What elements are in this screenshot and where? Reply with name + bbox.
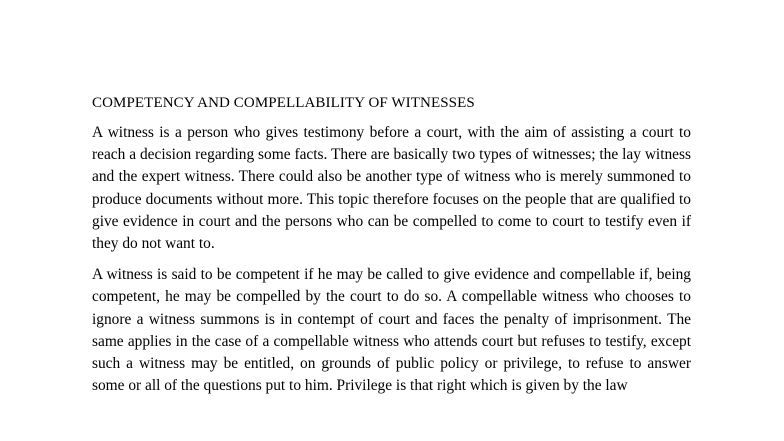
paragraph-competency: A witness is said to be competent if he may be called to give evidence and compellable if, being competent, he may be compelled by the court to do so. A compellable witness who chooses to ignore a witness summons is in contempt of court and faces the penalty of imprisonment. The same applies in the case of a compellable witness who attends court but refuses to testify, except such a witness may be entitled, on grounds of public policy or privilege, to refuse to answer some or all of the questions put to him. Privilege is that right which is given by the law	[92, 266, 691, 395]
section-heading: COMPETENCY AND COMPELLABILITY OF WITNESSES	[92, 95, 475, 111]
paragraph-definition: A witness is a person who gives testimony before a court, with the aim of assisting a court to reach a decision regarding some facts. There are basically two types of witnesses; the lay witness and the expert witness. There could also be another type of witness who is merely summoned to produce documents without more. This topic therefore focuses on the people that are qualified to give evidence in court and the persons who can be compelled to come to court to testify even if they do not want to.	[92, 124, 691, 253]
document-body	[92, 94, 691, 406]
